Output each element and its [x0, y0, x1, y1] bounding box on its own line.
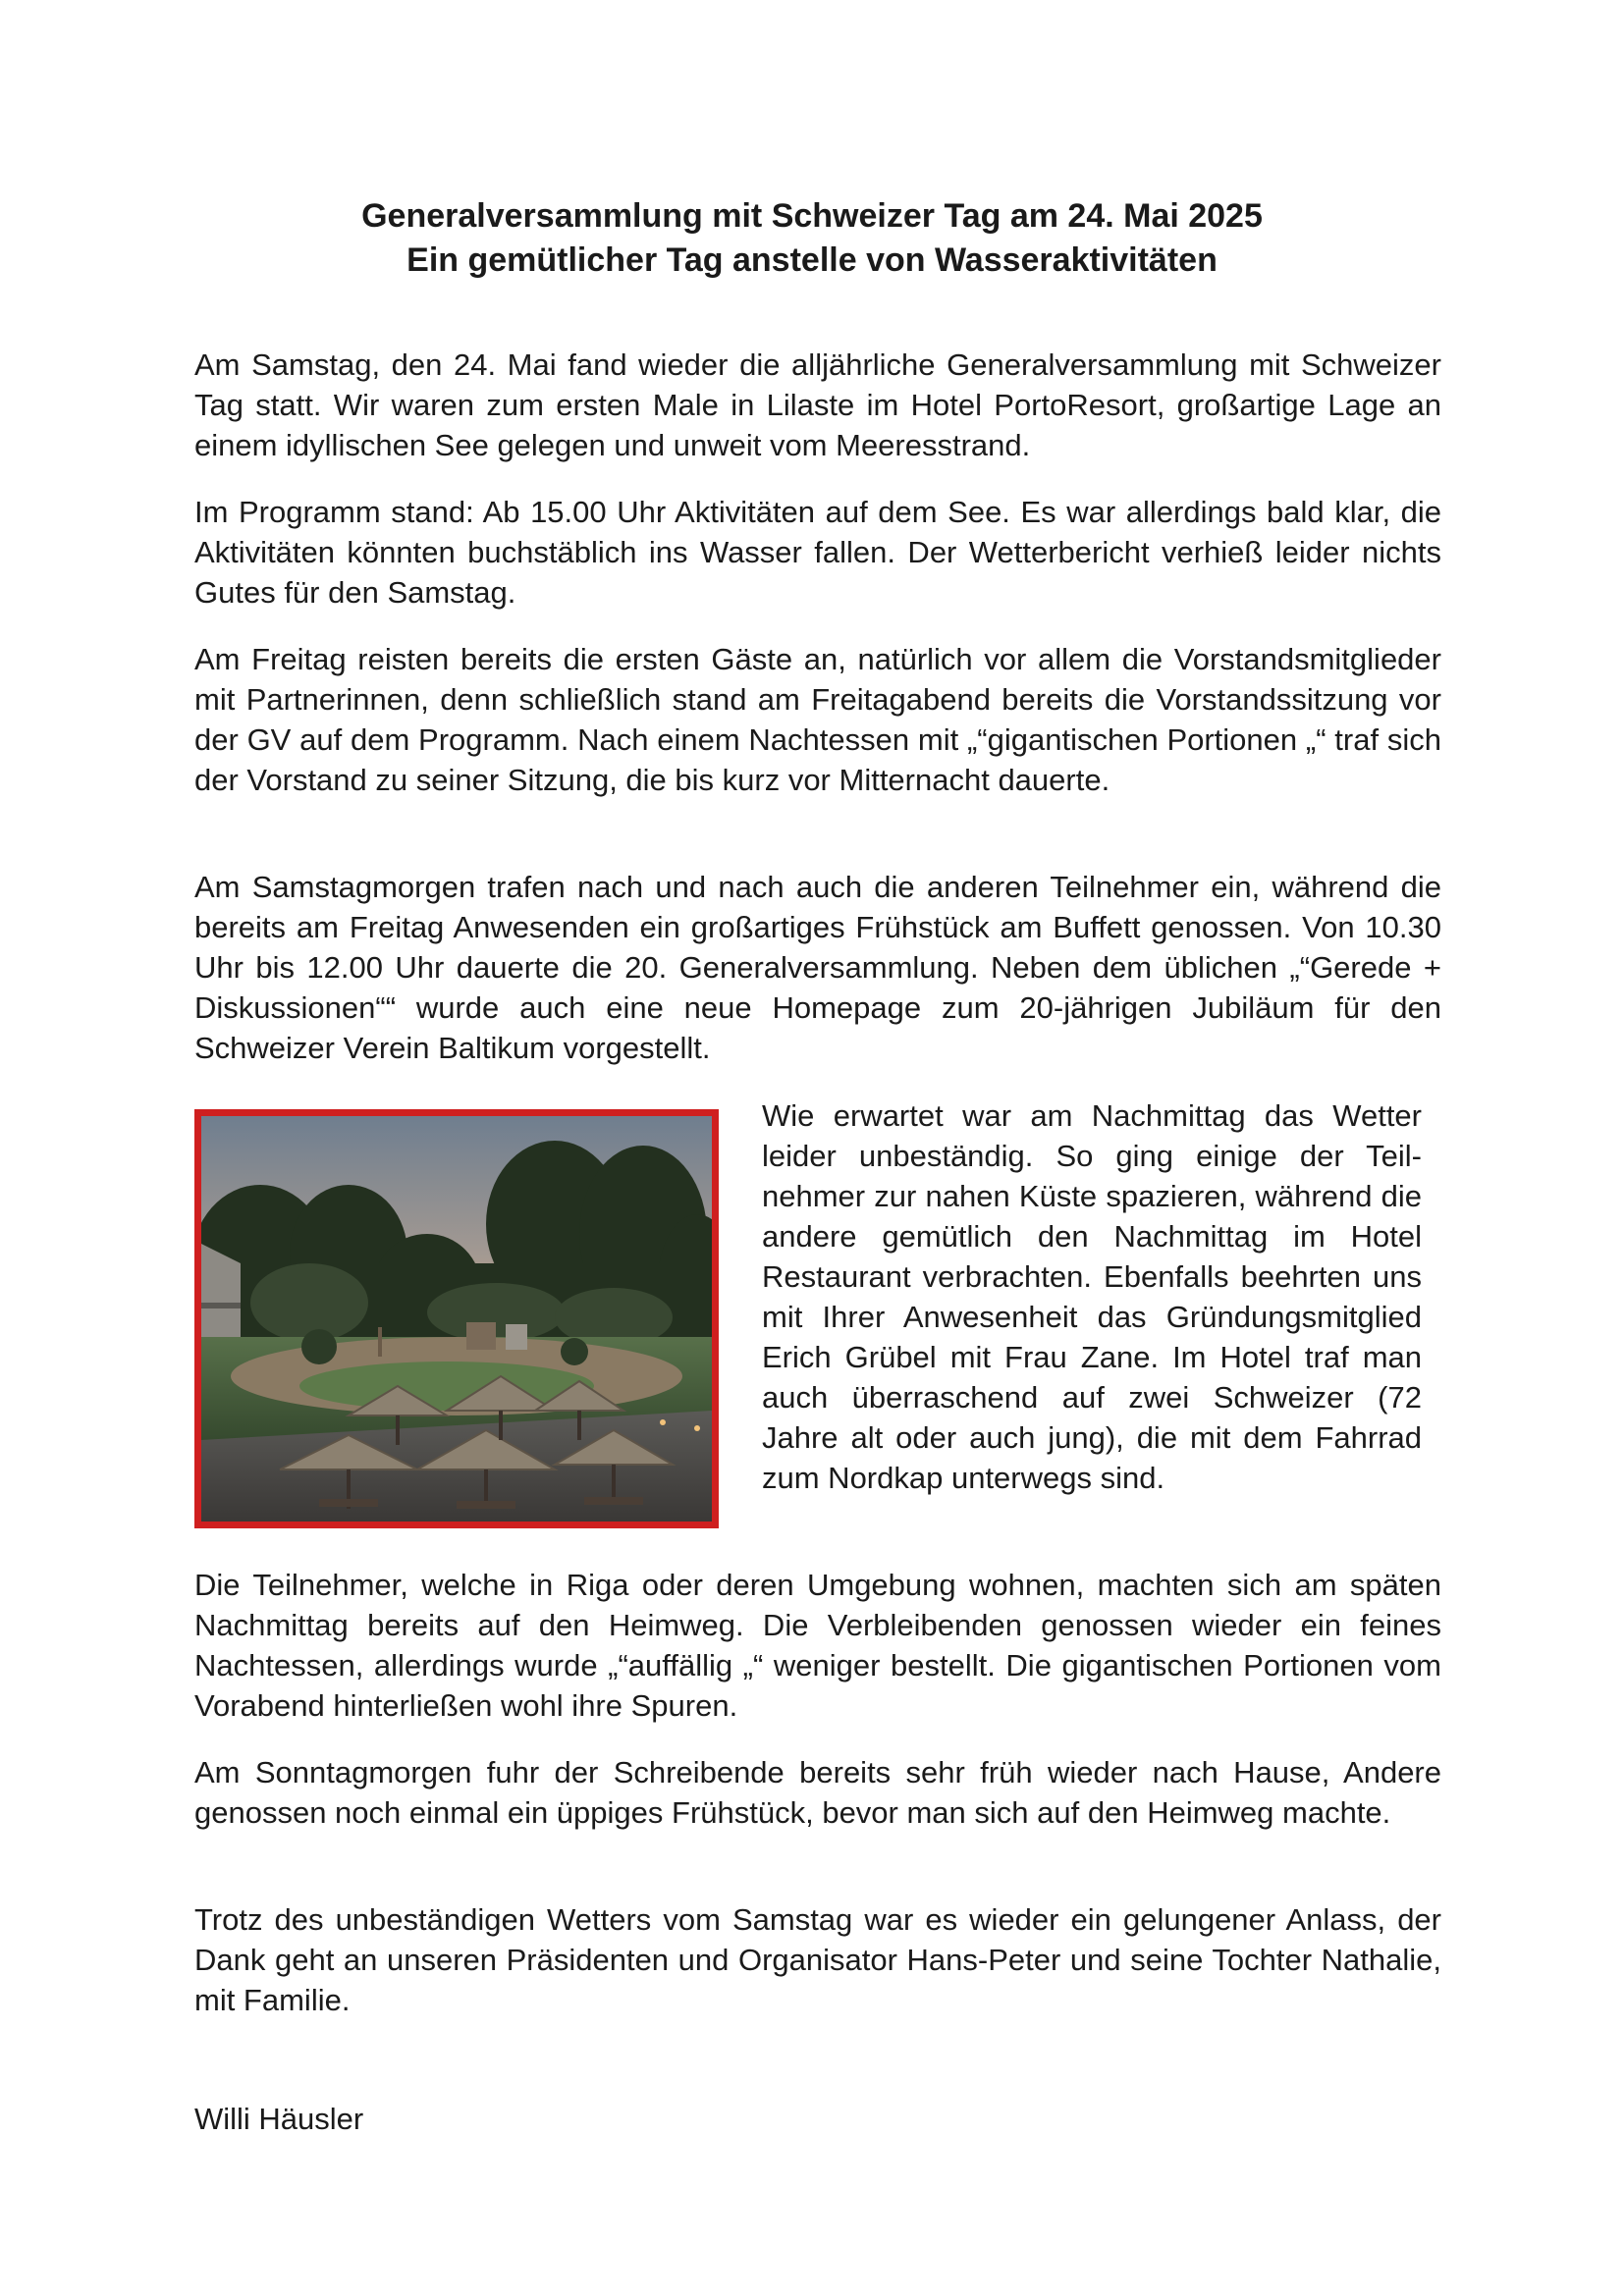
hotel-garden-photo [194, 1109, 719, 1528]
document-title [0, 194, 1624, 283]
title-line-2: Ein gemütlicher Tag anstelle von Wasseraktivitäten [406, 241, 1218, 279]
paragraph-6: Die Teilnehmer, welche in Riga oder deren Umgebung wohnen, machten sich am späten Nachmittag bereits auf den Heimweg. Die Verbleibenden genossen wieder ein feines Nachtessen, allerdings wurde „“auffällig „“ weniger bestellt. Die gigantischen Portionen vom Vorabend hinterließen wohl ihre Spuren. [194, 1568, 1441, 1723]
paragraph-3: Am Freitag reisten bereits die ersten Gäste an, natürlich vor allem die Vorstandsmitglieder mit Partnerinnen, denn schließlich stand am Freitagabend bereits die Vorstandssitzung vor der GV auf dem Programm. Nach einem Nachtessen mit „“gigantischen Portionen „“ traf sich der Vorstand zu seiner Sitzung, die bis kurz vor Mitternacht dauerte. [194, 642, 1441, 797]
title-line-1: Generalversammlung mit Schweizer Tag am 24. Mai 2025 [361, 197, 1263, 235]
paragraph-8: Trotz des unbeständigen Wetters vom Samstag war es wieder ein gelungener Anlass, der Dank geht an unseren Präsidenten und Organisator Hans-Peter und seine Tochter Nathalie, mit Familie. [194, 1902, 1441, 2017]
paragraph-4: Am Samstagmorgen trafen nach und nach auch die anderen Teilnehmer ein, während die bereits am Freitag Anwesenden ein großartiges Frühstück am Buffett genossen. Von 10.30 Uhr bis 12.00 Uhr dauerte die 20. Generalversammlung. Neben dem üblichen „“Gerede + Diskussionen““ wurde auch eine neue Homepage zum 20-jährigen Jubiläum für den Schweizer Verein Baltikum vorgestellt. [194, 870, 1441, 1065]
paragraph-2: Im Programm stand: Ab 15.00 Uhr Aktivitäten auf dem See. Es war allerdings bald klar, die Aktivitäten könnten buchstäblich ins Wasser fallen. Der Wetterbericht verhieß leider nichts Gutes für den Samstag. [194, 495, 1441, 610]
paragraph-1: Am Samstag, den 24. Mai fand wieder die alljährliche Generalversammlung mit Schweizer Tag statt. Wir waren zum ersten Male in Lilaste im Hotel PortoResort, großartige Lage an einem idyllischen See gelegen und unweit vom Meeresstrand. [194, 347, 1441, 462]
paragraph-7: Am Sonntagmorgen fuhr der Schreibende bereits sehr früh wieder nach Hause, Andere genossen noch einmal ein üppiges Frühstück, bevor man sich auf den Heimweg machte. [194, 1755, 1441, 1830]
author-name: Willi Häusler [194, 2102, 364, 2136]
sunset-garden-image [201, 1116, 712, 1522]
paragraph-5-beside-photo: Wie erwartet war am Nachmittag das Wetter leider unbeständig. So ging einige der Teilnehmer zur nahen Küste spazieren, während die andere gemütlich den Nachmittag im Hotel Restaurant verbrachten. Ebenfalls beehrten uns mit Ihrer Anwesenheit das Gründungsmitglied Erich Grübel mit Frau Zane. Im Hotel traf man auch überraschend auf zwei Schweizer (72 Jahre alt oder auch jung), die mit dem Fahrrad zum Nordkap unterwegs sind. [762, 1098, 1422, 1495]
